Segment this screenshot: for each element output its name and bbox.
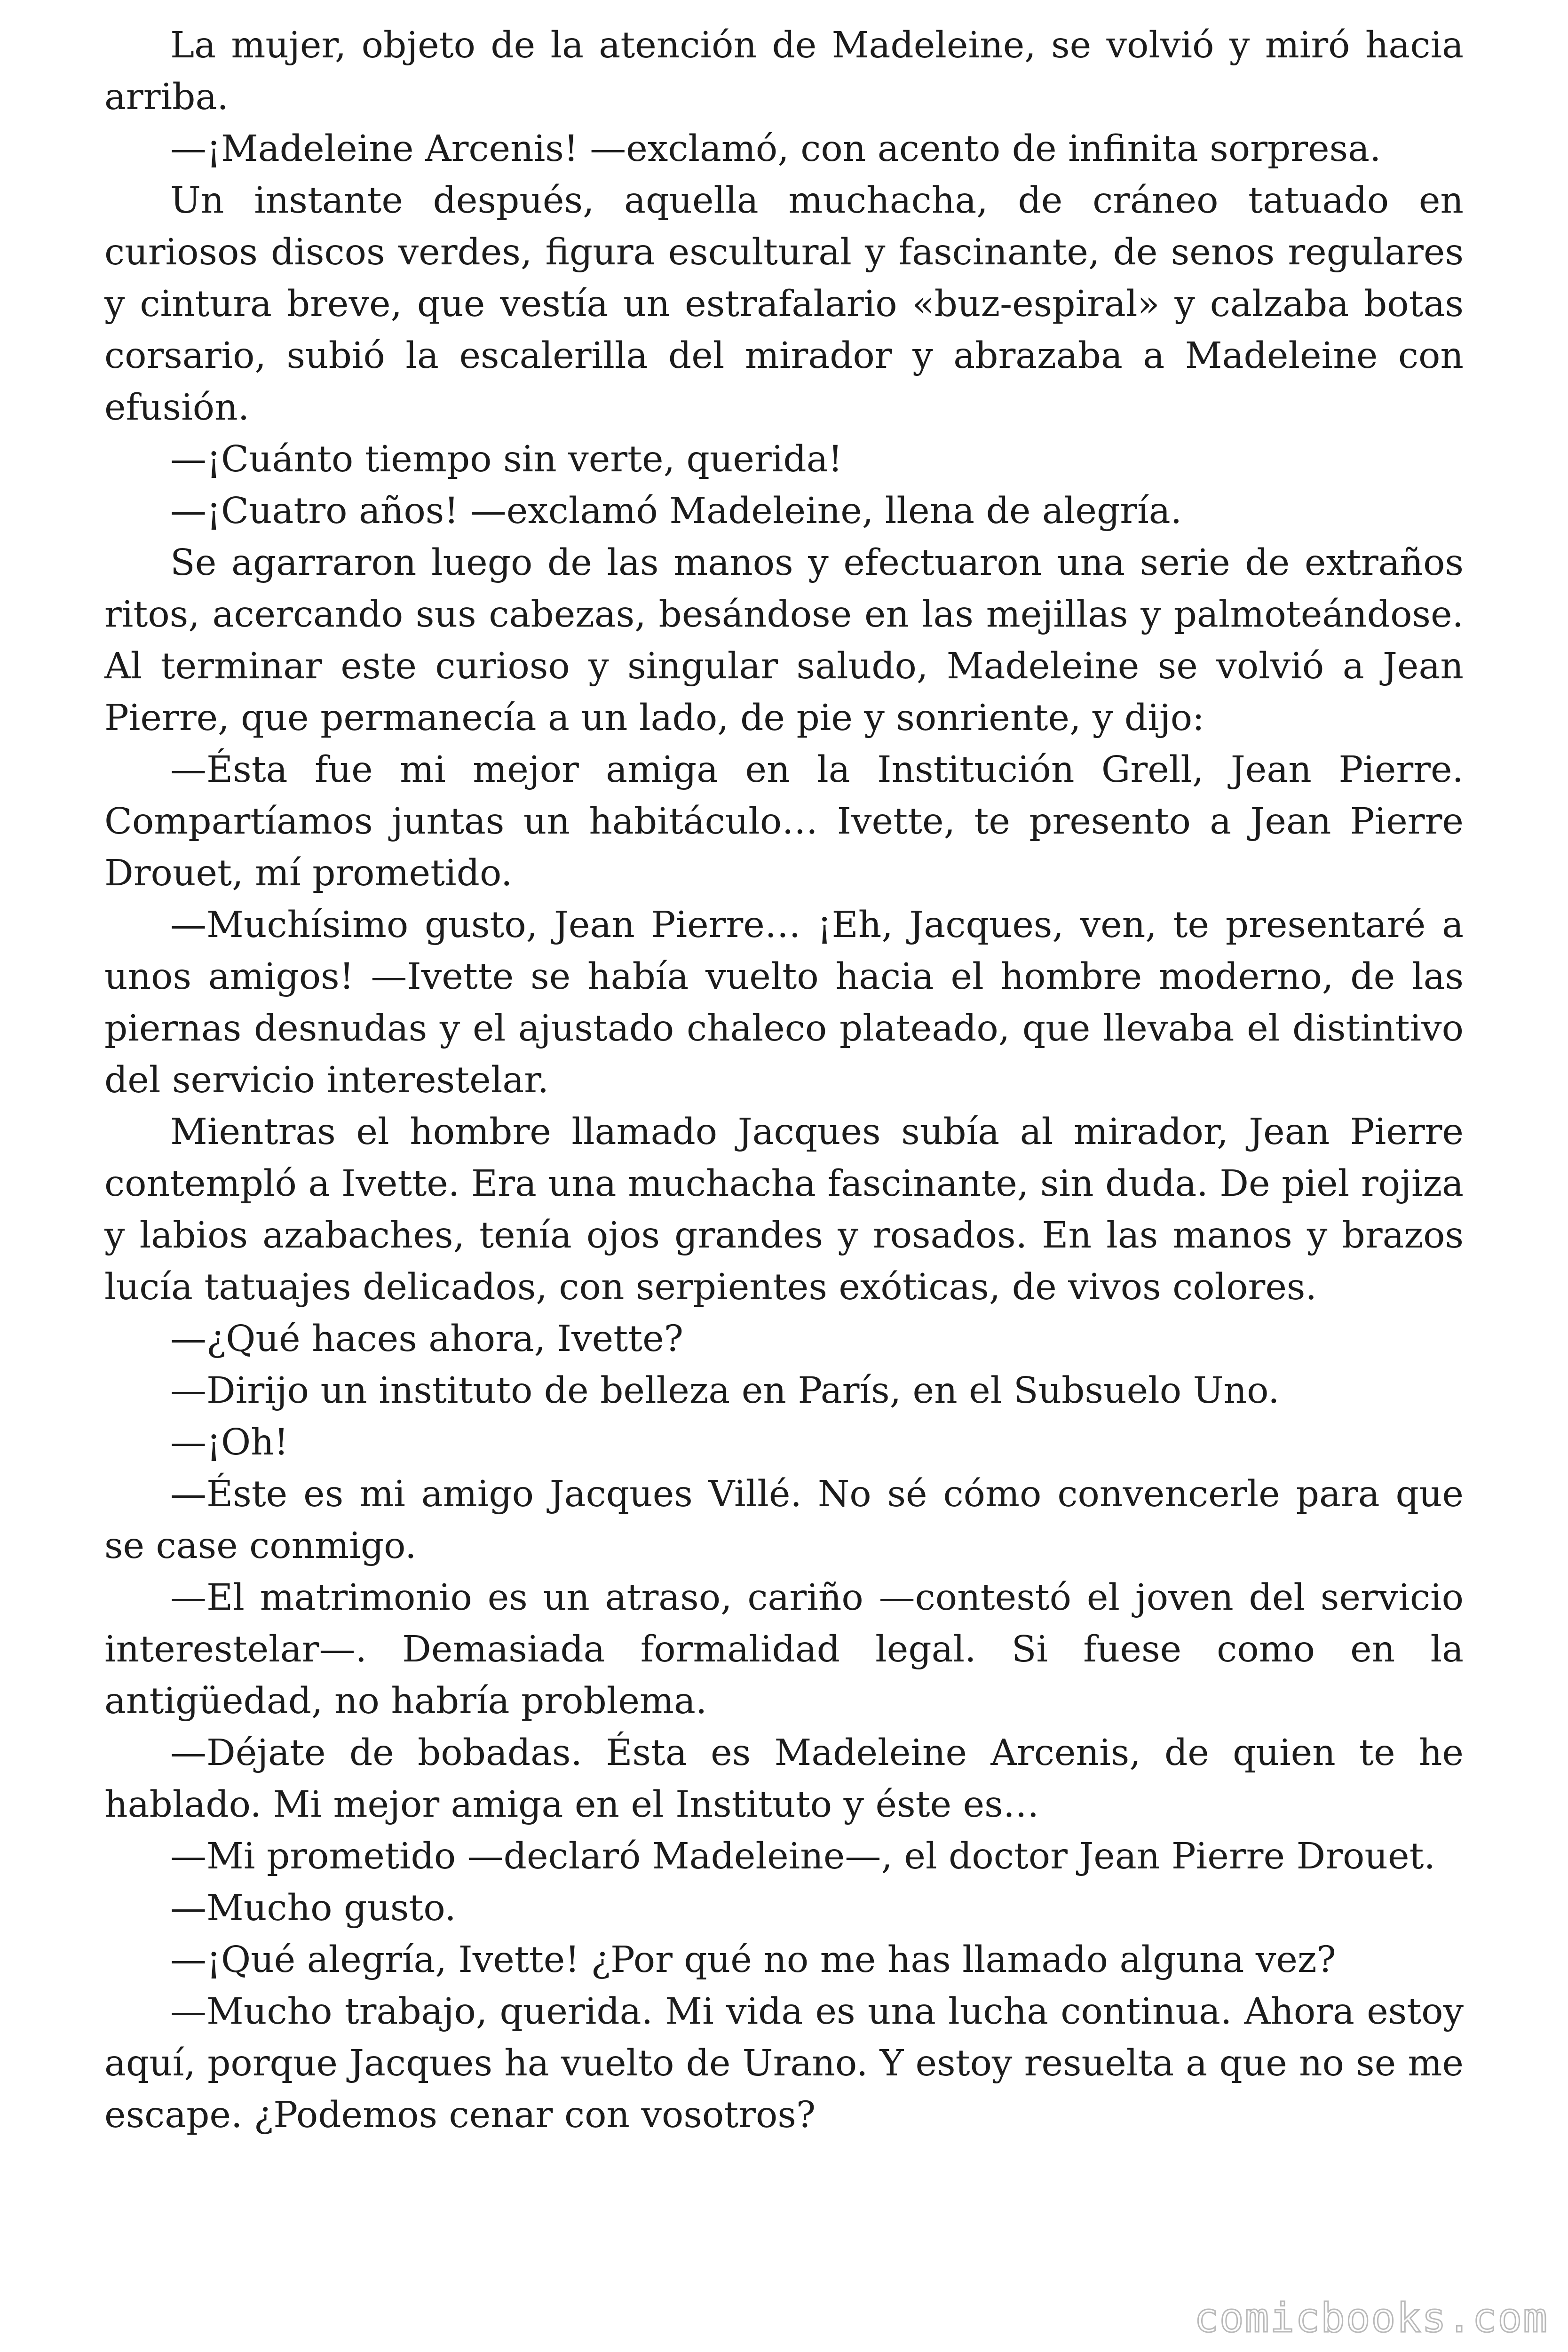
document-page (104, 20, 1464, 2141)
paragraph: —Éste es mi amigo Jacques Villé. No sé cómo convencerle para que se case conmigo. (104, 1473, 1464, 1567)
paragraph: —Ésta fue mi mejor amiga en la Institución Grell, Jean Pierre. Compartíamos juntas un habitáculo… Ivette, te presento a Jean Pierre Drouet, mí prometido. (104, 749, 1464, 894)
paragraph: —Déjate de bobadas. Ésta es Madeleine Arcenis, de quien te he hablado. Mi mejor amiga en el Instituto y éste es… (104, 1732, 1464, 1826)
paragraph: —El matrimonio es un atraso, cariño —contestó el joven del servicio interestelar—. Demasiada formalidad legal. Si fuese como en la antigüedad, no habría problema. (104, 1577, 1464, 1722)
watermark: comicbooks.com (1194, 2295, 1548, 2342)
paragraph: —Mucho trabajo, querida. Mi vida es una lucha continua. Ahora estoy aquí, porque Jacques ha vuelto de Urano. Y estoy resuelta a que no se me escape. ¿Podemos cenar con vosotros? (104, 1991, 1464, 2136)
paragraph: —Muchísimo gusto, Jean Pierre… ¡Eh, Jacques, ven, te presentaré a unos amigos! —Ivette se había vuelto hacia el hombre moderno, de las piernas desnudas y el ajustado chaleco plateado, que llevaba el distintivo del servicio interestelar. (104, 904, 1464, 1101)
paragraph: Un instante después, aquella muchacha, de cráneo tatuado en curiosos discos verdes, figura escultural y fascinante, de senos regulares y cintura breve, que vestía un estrafalario «buz-espiral» y calzaba botas corsario, subió la escalerilla del mirador y abrazaba a Madeleine con efusión. (104, 180, 1464, 429)
paragraph: —¡Cuatro años! —exclamó Madeleine, llena de alegría. (170, 490, 1182, 532)
paragraph: —Dirijo un instituto de belleza en París, en el Subsuelo Uno. (170, 1370, 1280, 1412)
paragraph: —¡Cuánto tiempo sin verte, querida! (170, 438, 843, 480)
paragraph: —¡Madeleine Arcenis! —exclamó, con acento de infinita sorpresa. (170, 128, 1381, 170)
paragraph: —Mucho gusto. (170, 1887, 456, 1929)
paragraph: La mujer, objeto de la atención de Madeleine, se volvió y miró hacia arriba. (104, 24, 1464, 118)
paragraph: Mientras el hombre llamado Jacques subía al mirador, Jean Pierre contempló a Ivette. Era una muchacha fascinante, sin duda. De piel rojiza y labios azabaches, tenía ojos grandes y rosados. En las manos y brazos lucía tatuajes delicados, con serpientes exóticas, de vivos colores. (104, 1111, 1464, 1308)
paragraph: —¿Qué haces ahora, Ivette? (170, 1318, 683, 1360)
paragraph: Se agarraron luego de las manos y efectuaron una serie de extraños ritos, acercando sus cabezas, besándose en las mejillas y palmoteándose. Al terminar este curioso y singular saludo, Madeleine se volvió a Jean Pierre, que permanecía a un lado, de pie y sonriente, y dijo: (104, 542, 1464, 739)
paragraph: —¡Qué alegría, Ivette! ¿Por qué no me has llamado alguna vez? (170, 1939, 1336, 1981)
paragraph: —Mi prometido —declaró Madeleine—, el doctor Jean Pierre Drouet. (170, 1836, 1435, 1877)
paragraph: —¡Oh! (170, 1422, 289, 1463)
